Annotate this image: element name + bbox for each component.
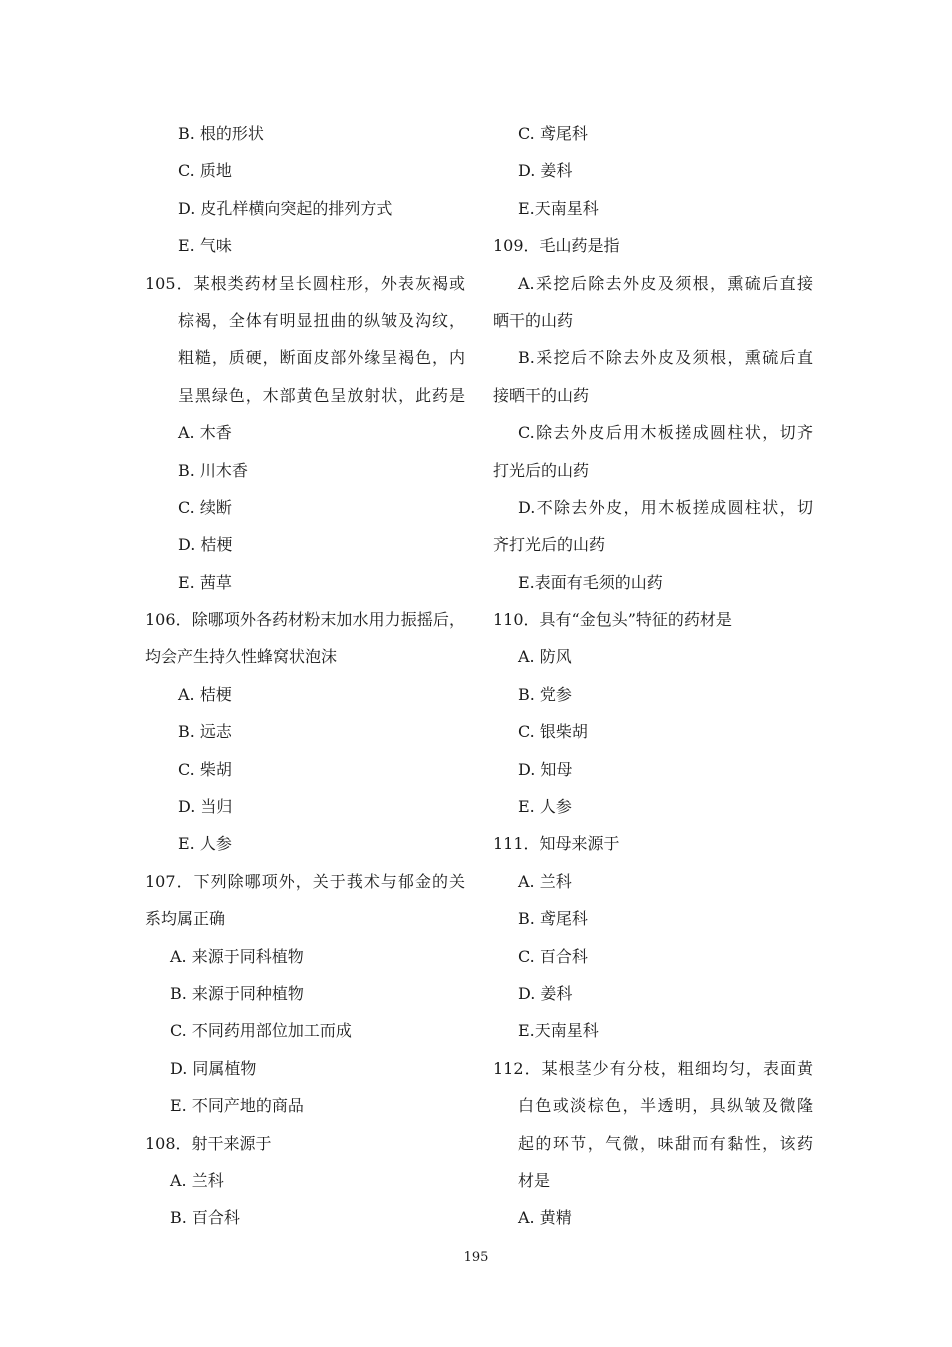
right-column-line: 112．某根茎少有分枝，粗细均匀，表面黄 — [493, 1058, 813, 1078]
left-column-line: E. 气味 — [178, 236, 232, 256]
left-column-line: A. 来源于同科植物 — [170, 946, 304, 966]
right-column-line: 接晒干的山药 — [493, 385, 590, 405]
left-column-line: 均会产生持久性蜂窝状泡沫 — [145, 647, 338, 667]
right-column-line: 材是 — [518, 1170, 551, 1190]
page-number: 195 — [463, 1250, 489, 1265]
right-column-line: 111．知母来源于 — [493, 834, 620, 854]
right-column-line: C. 鸢尾科 — [518, 124, 588, 143]
right-column-line: 110．具有“金包头”特征的药材是 — [493, 610, 732, 630]
right-column-line: C.除去外皮后用木板搓成圆柱状，切齐 — [518, 423, 813, 443]
left-column-line: B. 百合科 — [170, 1208, 240, 1228]
left-column-line: B. 来源于同种植物 — [170, 983, 304, 1003]
left-column-line: 呈黑绿色，木部黄色呈放射状，此药是 — [178, 385, 465, 405]
left-column-line: 107．下列除哪项外，关于莪术与郁金的关 — [145, 871, 465, 891]
left-column-line: C. 柴胡 — [178, 759, 232, 779]
right-column — [493, 115, 813, 1237]
left-column-line: E. 茜草 — [178, 572, 232, 592]
right-column-line: B.采挖后不除去外皮及须根，熏硫后直 — [518, 348, 813, 368]
right-column-line: 109．毛山药是指 — [493, 236, 620, 256]
right-column-line: B. 党参 — [518, 684, 572, 704]
right-column-line: E.天南星科 — [518, 198, 599, 218]
left-column-line: B. 根的形状 — [178, 124, 264, 143]
left-column-line: A. 木香 — [178, 423, 232, 443]
right-column-line: B. 鸢尾科 — [518, 909, 588, 929]
right-column-line: D. 知母 — [518, 759, 573, 779]
left-column-line: D. 同属植物 — [170, 1058, 257, 1078]
left-column-line: 系均属正确 — [145, 909, 226, 929]
left-column-line: B. 远志 — [178, 722, 232, 742]
left-column — [145, 115, 465, 1237]
left-column-line: D. 皮孔样横向突起的排列方式 — [178, 198, 393, 218]
right-column-line: A.采挖后除去外皮及须根，熏硫后直接 — [518, 273, 813, 293]
right-column-line: A. 防风 — [518, 647, 572, 667]
left-column-line: 105．某根类药材呈长圆柱形，外表灰褐或 — [145, 273, 465, 293]
right-column-line: C. 银柴胡 — [518, 722, 588, 742]
left-column-line: A. 兰科 — [170, 1170, 224, 1190]
left-column-line: C. 质地 — [178, 161, 232, 181]
right-column-line: A. 黄精 — [518, 1208, 572, 1228]
left-column-line: D. 当归 — [178, 797, 233, 817]
right-column-line: 打光后的山药 — [493, 460, 590, 480]
right-column-line: D. 姜科 — [518, 161, 573, 181]
right-column-line: E.表面有毛须的山药 — [518, 572, 663, 592]
left-column-line: D. 桔梗 — [178, 535, 233, 555]
left-column-line: 粗糙，质硬，断面皮部外缘呈褐色，内 — [178, 348, 465, 368]
left-column-line: 106．除哪项外各药材粉末加水用力振摇后， — [145, 610, 465, 630]
right-column-line: 齐打光后的山药 — [493, 535, 606, 555]
right-column-line: 起的环节，气微，味甜而有黏性，该药 — [518, 1133, 813, 1153]
right-column-line: 白色或淡棕色，半透明，具纵皱及微隆 — [518, 1096, 813, 1116]
left-column-line: C. 续断 — [178, 497, 232, 517]
left-column-line: B. 川木香 — [178, 460, 248, 480]
right-column-line: C. 百合科 — [518, 946, 588, 966]
right-column-line: A. 兰科 — [518, 871, 572, 891]
left-column-line: A. 桔梗 — [178, 684, 232, 704]
left-column-line: E. 不同产地的商品 — [170, 1096, 304, 1116]
left-column-line: E. 人参 — [178, 834, 232, 854]
left-column-line: 108．射干来源于 — [145, 1133, 272, 1153]
right-column-line: E. 人参 — [518, 797, 572, 817]
right-column-line: D.不除去外皮，用木板搓成圆柱状，切 — [518, 497, 813, 517]
left-column-line: 棕褐，全体有明显扭曲的纵皱及沟纹， — [178, 310, 465, 330]
right-column-line: E.天南星科 — [518, 1021, 599, 1041]
left-column-line: C. 不同药用部位加工而成 — [170, 1021, 352, 1041]
right-column-line: D. 姜科 — [518, 983, 573, 1003]
right-column-line: 晒干的山药 — [493, 310, 574, 330]
